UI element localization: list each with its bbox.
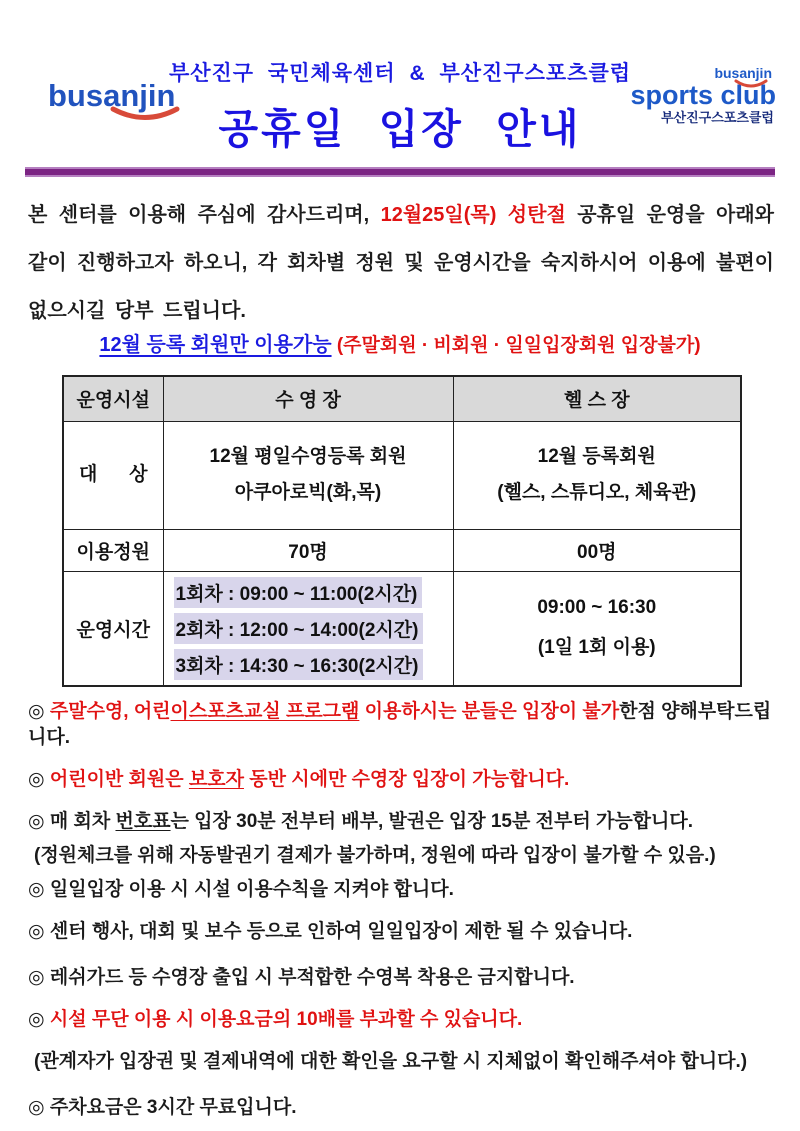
bullet-icon: ◎	[28, 1009, 50, 1030]
sports-club-logo-busanjin: busanjin	[714, 65, 772, 81]
bullet-icon: ◎	[28, 769, 50, 790]
notes-list	[28, 699, 780, 1121]
intro-paragraph	[28, 191, 774, 335]
pool-session-2: 2회차 : 12:00 ~ 14:00(2시간)	[174, 613, 453, 644]
sports-club-logo	[616, 66, 776, 126]
target-label: 대 상	[63, 421, 163, 529]
gym-hours: 09:00 ~ 16:30	[537, 597, 657, 618]
note-weekend-restriction: ◎ 주말수영, 어린이스포츠교실 프로그램 이용하시는 분들은 입장이 불가한점 양해부탁드립니다.	[28, 701, 772, 748]
note-ticket-times: ◎ 매 회차 번호표는 입장 30분 전부터 배부, 발권은 입장 15분 전부터 가능합니다.	[28, 811, 694, 832]
table-header-row	[63, 376, 741, 421]
target-gym-line1: 12월 등록회원	[537, 446, 656, 467]
bullet-icon: ◎	[28, 921, 50, 942]
pool-session-3: 3회차 : 14:30 ~ 16:30(2시간)	[174, 649, 453, 680]
bullet-icon: ◎	[28, 1097, 50, 1118]
eligibility-restriction: (주말회원 · 비회원 · 일일입장회원 입장불가)	[331, 335, 701, 356]
target-pool-line2: 아쿠아로빅(화,목)	[234, 482, 382, 503]
target-pool-cell	[163, 421, 453, 529]
eligibility-note	[0, 328, 800, 359]
capacity-pool: 70명	[163, 529, 453, 571]
header-gym: 헬 스 장	[453, 376, 741, 421]
swoosh-arc-icon	[734, 79, 768, 89]
intro-pre: 본 센터를 이용해 주심에 감사드리며,	[28, 204, 381, 226]
note-children-guardian: ◎ 어린이반 회원은 보호자 동반 시에만 수영장 입장이 가능합니다.	[28, 769, 570, 790]
intro-holiday-date: 12월25일(목) 성탄절	[380, 204, 566, 226]
note-capacity-check: (정원체크를 위해 자동발권기 결제가 불가하며, 정원에 따라 입장이 불가할 수 있음.)	[34, 845, 716, 866]
note-facility-rules: ◎ 일일입장 이용 시 시설 이용수칙을 지켜야 합니다.	[28, 879, 454, 900]
sports-club-logo-text: sports club	[630, 80, 776, 110]
bullet-icon: ◎	[28, 811, 50, 832]
target-pool-line1: 12월 평일수영등록 회원	[209, 446, 407, 467]
header-facility: 운영시설	[63, 376, 163, 421]
schedule-table	[62, 375, 742, 687]
note-swimwear: ◎ 레쉬가드 등 수영장 출입 시 부적합한 수영복 착용은 금지합니다.	[28, 967, 575, 988]
pool-session-1: 1회차 : 09:00 ~ 11:00(2시간)	[174, 577, 453, 608]
table-row-hours	[63, 571, 741, 686]
hours-gym-cell	[453, 571, 741, 686]
note-parking: ◎ 주차요금은 3시간 무료입니다.	[28, 1097, 297, 1118]
bullet-icon: ◎	[28, 967, 50, 988]
target-gym-cell	[453, 421, 741, 529]
target-gym-line2: (헬스, 스튜디오, 체육관)	[497, 482, 697, 503]
note-verification: (관계자가 입장권 및 결제내역에 대한 확인을 요구할 시 지체없이 확인해주셔야 합니다.)	[34, 1051, 748, 1072]
table-row-capacity	[63, 529, 741, 571]
eligibility-main: 12월 등록 회원만 이용가능	[99, 334, 332, 356]
capacity-gym: 00명	[453, 529, 741, 571]
bullet-icon: ◎	[28, 701, 50, 722]
bullet-icon: ◎	[28, 879, 50, 900]
gym-hours-note: (1일 1회 이용)	[537, 637, 656, 658]
table-row-target	[63, 421, 741, 529]
sports-club-logo-sub: 부산진구스포츠클럽	[660, 110, 774, 125]
hours-pool-cell	[163, 571, 453, 686]
page-title: 공휴일 입장 안내	[218, 106, 582, 152]
header-divider	[25, 167, 775, 177]
capacity-label: 이용정원	[63, 529, 163, 571]
busanjin-logo-text: busanjin	[48, 78, 176, 113]
hours-label: 운영시간	[63, 571, 163, 686]
org-title: 부산진구 국민체육센터 & 부산진구스포츠클럽	[168, 62, 632, 85]
header-pool: 수 영 장	[163, 376, 453, 421]
intro-post: 공휴일 운영을 아래와 같이 진행하고자 하오니, 각 회차별 정원 및 운영시간을 숙지하시어 이용에 불편이 없으시길 당부 드립니다.	[28, 204, 774, 322]
note-penalty: ◎ 시설 무단 이용 시 이용요금의 10배를 부과할 수 있습니다.	[28, 1009, 523, 1030]
note-event-restriction: ◎ 센터 행사, 대회 및 보수 등으로 인하여 일일입장이 제한 될 수 있습니다.	[28, 921, 633, 942]
